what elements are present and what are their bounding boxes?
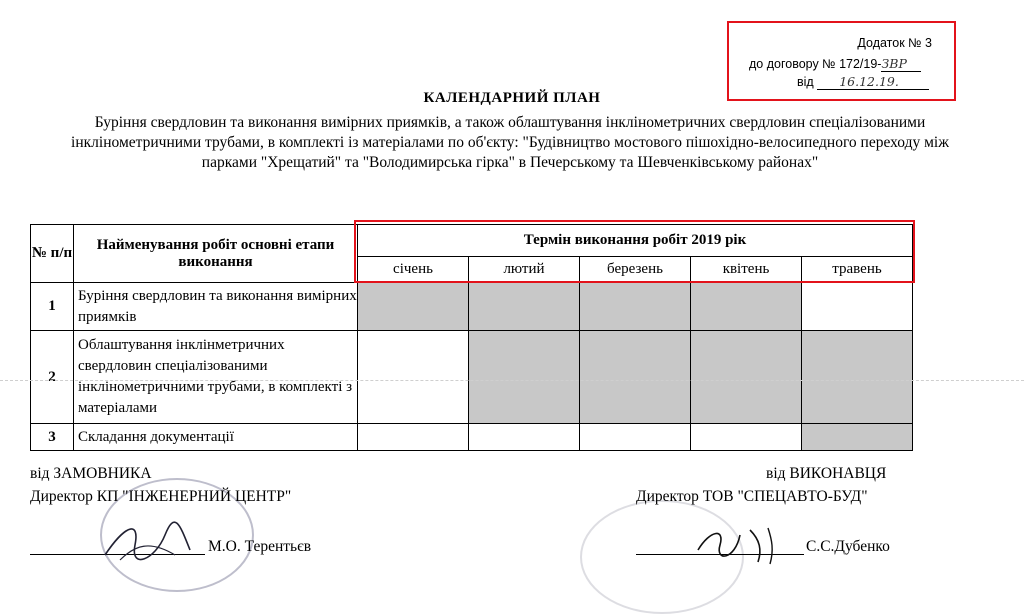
contractor-signature <box>690 520 800 565</box>
annex-contract-prefix: до договору № 172/19- <box>749 57 882 71</box>
schedule-cell <box>469 331 580 424</box>
schedule-cell <box>580 424 691 451</box>
schedule-cell <box>691 283 802 331</box>
customer-signature <box>95 515 205 565</box>
contractor-name: С.С.Дубенко <box>806 538 890 555</box>
annex-number: Додаток № 3 <box>857 36 932 50</box>
annex-contract-handwritten: ЗВР <box>881 56 921 72</box>
customer-name: М.О. Терентьєв <box>208 538 312 555</box>
contractor-position: Директор ТОВ "СПЕЦАВТО-БУД" <box>636 488 868 505</box>
schedule-cell <box>691 424 802 451</box>
schedule-cell <box>358 331 469 424</box>
header-month-1: січень <box>358 257 469 283</box>
row-number: 1 <box>31 283 74 331</box>
annex-date-prefix: від <box>797 75 814 89</box>
customer-position: Директор КП "ІНЖЕНЕРНИЙ ЦЕНТР" <box>30 488 292 505</box>
header-month-4: квітень <box>691 257 802 283</box>
schedule-cell <box>469 424 580 451</box>
table-row <box>31 331 913 424</box>
annex-date <box>797 74 929 90</box>
schedule-cell <box>469 283 580 331</box>
document-title: КАЛЕНДАРНИЙ ПЛАН <box>423 90 601 106</box>
annex-date-handwritten: 16.12.19. <box>817 74 929 90</box>
row-work-name: Складання документації <box>74 424 358 451</box>
schedule-cell <box>580 331 691 424</box>
annex-contract <box>749 56 921 72</box>
schedule-cell <box>358 283 469 331</box>
document-description: Буріння свердловин та виконання вимірних приямків, а також облаштування інклінометричних свердловин спеціалізованими інклінометричними трубами, в комплекті із матеріалами по об'єкту: "Будівництво мостового пішохідно-велосипедного переходу між парками "Хрещатий" та "Володимирська гірка" в Печерському та Шевченківському районах" <box>71 114 949 171</box>
row-work-name: Облаштування інклінметричних свердловин спеціалізованими інклінометричними трубами, в комплекті з матеріалами <box>74 331 358 424</box>
header-number: № п/п <box>31 225 74 283</box>
header-month-5: травень <box>802 257 913 283</box>
schedule-cell <box>802 283 913 331</box>
table-row <box>31 283 913 331</box>
customer-from: від ЗАМОВНИКА <box>30 465 152 482</box>
contractor-from: від ВИКОНАВЦЯ <box>766 465 887 482</box>
schedule-cell <box>691 331 802 424</box>
row-work-name: Буріння свердловин та виконання вимірних приямків <box>74 283 358 331</box>
schedule-cell <box>580 283 691 331</box>
header-work-name: Найменування робіт основні етапи виконання <box>74 225 358 283</box>
row-number: 2 <box>31 331 74 424</box>
page-fold-line <box>0 380 1024 381</box>
header-month-3: березень <box>580 257 691 283</box>
schedule-cell <box>802 331 913 424</box>
schedule-cell <box>802 424 913 451</box>
annex-box <box>727 21 956 101</box>
header-month-2: лютий <box>469 257 580 283</box>
table-row <box>31 424 913 451</box>
schedule-cell <box>358 424 469 451</box>
header-term: Термін виконання робіт 2019 рік <box>358 225 913 257</box>
term-highlight-box <box>354 220 915 283</box>
row-number: 3 <box>31 424 74 451</box>
